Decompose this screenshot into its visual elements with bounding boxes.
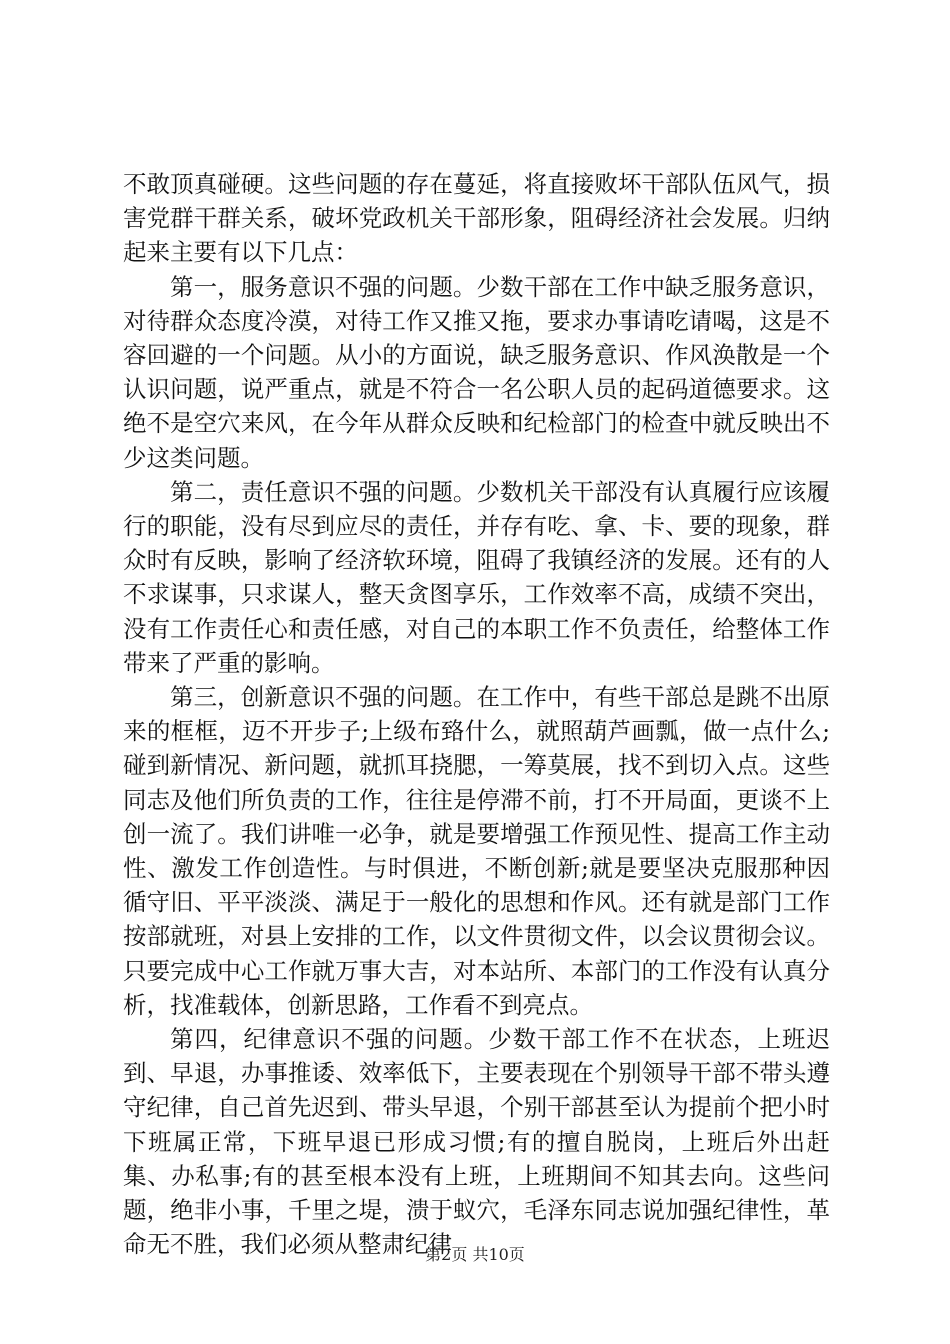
page-number-label: 第2页 共10页 — [425, 1245, 525, 1264]
body-paragraph: 第四，纪律意识不强的问题。少数干部工作不在状态，上班迟到、早退，办事推诿、效率低下，主要表现在个别领导干部不带头遵守纪律，自己首先迟到、带头早退，个别干部甚至认为提前个把小时下班属正常，下班早退已形成习惯;有的擅自脱岗，上班后外出赶集、办私事;有的甚至根本没有上班，上班期间不知其去向。这些问题，绝非小事，千里之堤，溃于蚁穴，毛泽东同志说加强纪律性，革命无不胜，我们必须从整肃纪律 — [123, 1025, 830, 1259]
body-paragraph: 第一，服务意识不强的问题。少数干部在工作中缺乏服务意识，对待群众态度冷漠，对待工作又推又拖，要求办事请吃请喝，这是不容回避的一个问题。从小的方面说，缺乏服务意识、作风涣散是一个认识问题，说严重点，就是不符合一名公职人员的起码道德要求。这绝不是空穴来风，在今年从群众反映和纪检部门的检查中就反映出不少这类问题。 — [123, 272, 830, 472]
page-number-footer — [0, 1244, 950, 1266]
body-paragraph: 不敢顶真碰硬。这些问题的存在蔓延，将直接败坏干部队伍风气，损害党群干群关系，破坏党政机关干部形象，阻碍经济社会发展。归纳起来主要有以下几点： — [123, 170, 830, 267]
body-paragraph: 第二，责任意识不强的问题。少数机关干部没有认真履行应该履行的职能，没有尽到应尽的责任，并存有吃、拿、卡、要的现象，群众时有反映，影响了经济软环境，阻碍了我镇经济的发展。还有的人不求谋事，只求谋人，整天贪图享乐，工作效率不高，成绩不突出，没有工作责任心和责任感，对自己的本职工作不负责任，给整体工作带来了严重的影响。 — [123, 477, 830, 677]
document-body — [123, 167, 830, 1262]
body-paragraph: 第三，创新意识不强的问题。在工作中，有些干部总是跳不出原来的框框，迈不开步子;上级布臵什么，就照葫芦画瓢，做一点什么;碰到新情况、新问题，就抓耳挠腮，一筹莫展，找不到切入点。这些同志及他们所负责的工作，往往是停滞不前，打不开局面，更谈不上创一流了。我们讲唯一必争，就是要增强工作预见性、提高工作主动性、激发工作创造性。与时俱进，不断创新;就是要坚决克服那种因循守旧、平平淡淡、满足于一般化的思想和作风。还有就是部门工作按部就班，对县上安排的工作，以文件贯彻文件，以会议贯彻会议。只要完成中心工作就万事大吉，对本站所、本部门的工作没有认真分析，找准载体，创新思路，工作看不到亮点。 — [123, 683, 830, 1019]
